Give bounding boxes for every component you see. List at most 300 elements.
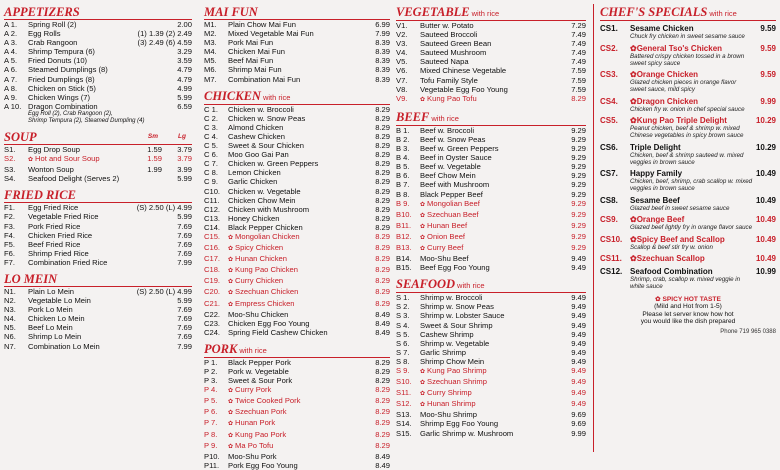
chef-special-name-text: Szechuan Scallop (636, 254, 705, 263)
seafood-item-name (420, 419, 560, 428)
pork-item-name (228, 358, 364, 367)
vegetable-item-name (420, 39, 560, 48)
vegetable-item (396, 94, 586, 105)
chef-special-description: Battered crispy chicken tossed in a brown sweet spicy sauce (630, 52, 745, 67)
mai-fun-item-name-text: Plain Chow Mai Fun (228, 20, 296, 29)
pork-item-price: 8.29 (375, 396, 390, 406)
seafood-subtitle: with rice (457, 281, 485, 291)
pork-item-price: 8.29 (375, 376, 390, 386)
appetizer-item-name (28, 102, 166, 111)
mai-fun-item-price: 8.39 (375, 56, 390, 66)
soup-item-name (28, 145, 132, 154)
soup-item-code: S4. (4, 174, 16, 184)
chef-special-price: 9.59 (760, 24, 776, 33)
chicken-item-name-text: Chicken Egg Foo Young (228, 318, 310, 328)
chicken-item-name (228, 114, 364, 123)
fried-rice-item-price: 7.69 (177, 230, 192, 240)
spicy-instruction-2: you would like the dish prepared (640, 318, 736, 326)
seafood-item-name-text: Shrimp Egg Foo Young (420, 419, 499, 429)
fried-rice-item (4, 222, 192, 231)
beef-item-name (420, 171, 560, 180)
pork-item-name-text: Black Pepper Pork (228, 357, 291, 367)
seafood-item-code: S 1. (396, 293, 410, 303)
seafood-item-name-text: Cashew Shrimp (420, 329, 474, 339)
pepper-icon: ✿ (655, 295, 663, 303)
chicken-item-code: C 8. (204, 168, 218, 178)
beef-item-code: B 2. (396, 134, 410, 144)
appetizer-item-code: A 4. (4, 47, 18, 57)
seafood-item (396, 419, 586, 428)
beef-item-name (420, 210, 560, 221)
seafood-item-price: 9.49 (571, 377, 586, 387)
beef-item-name-text: Moo-Shu Beef (420, 254, 469, 264)
chicken-item (204, 168, 390, 177)
beef-item-name-text: Hunan Beef (427, 220, 468, 230)
chicken-item-code: C 1. (204, 104, 218, 114)
pepper-icon: ✿ (228, 301, 234, 308)
chicken-item-price: 8.29 (375, 104, 390, 114)
soup-item-name (28, 174, 132, 183)
vegetable-item-name-text: Sauteed Mushroom (420, 48, 487, 58)
seafood-item-price: 9.49 (571, 329, 586, 339)
beef-item-price: 9.29 (571, 125, 586, 135)
pork-item (204, 407, 390, 418)
beef-item-code: B12. (396, 231, 412, 241)
chicken-item (204, 319, 390, 328)
chef-special-name-text: Sesame Beef (630, 195, 680, 205)
lo-mein-item-name (28, 287, 137, 296)
seafood-item-price: 9.49 (571, 388, 586, 398)
chef-special-item (600, 97, 776, 113)
appetizer-item-name-text: Steamed Dumplings (8) (28, 65, 108, 75)
chicken-item-name (228, 328, 364, 337)
soup-large-price: 3.79 (177, 154, 192, 164)
menu-column-1 (4, 4, 192, 351)
pork-item-price: 8.29 (375, 429, 390, 439)
pepper-icon: ✿ (630, 96, 637, 106)
chicken-item-code: C14. (204, 222, 221, 232)
soup-item-name-text: Hot and Sour Soup (35, 154, 100, 164)
pork-item-name-text: Pork Egg Foo Young (228, 460, 298, 470)
fried-rice-list (4, 203, 192, 267)
lo-mein-item-name-text: Chicken Lo Mein (28, 314, 85, 324)
chef-special-name (630, 143, 746, 152)
beef-item (396, 171, 586, 180)
chicken-item (204, 276, 390, 287)
pork-item-name-text: Hunan Pork (235, 418, 276, 428)
seafood-item-price: 9.49 (571, 356, 586, 366)
beef-subtitle: with rice (431, 113, 459, 123)
chicken-item-name (228, 196, 364, 205)
seafood-item-name-text: Shrimp w. Broccoli (420, 293, 483, 303)
lo-mein-item-price: (S) 2.50 (L) 4.99 (136, 286, 192, 296)
chicken-item (204, 105, 390, 114)
chefs-specials-subtitle: with rice (709, 9, 737, 18)
vegetable-item-name (420, 21, 560, 30)
pork-item (204, 358, 390, 367)
pepper-icon: ✿ (420, 402, 426, 409)
chicken-item-price: 8.29 (375, 122, 390, 132)
soup-title: SOUP (4, 129, 37, 144)
chicken-item-price: 8.29 (375, 168, 390, 178)
beef-item-name-text: Beef in Oyster Sauce (420, 153, 492, 163)
beef-item-name (420, 243, 560, 254)
pork-item (204, 430, 390, 441)
lo-mein-item-code: N3. (4, 305, 16, 315)
seafood-item (396, 429, 586, 438)
chicken-item-name-text: Almond Chicken (228, 122, 284, 132)
appetizer-item-name (28, 93, 166, 102)
beef-item-price: 9.29 (571, 198, 586, 208)
mai-fun-item (204, 20, 390, 29)
vegetable-item-name-text: Vegetable Egg Foo Young (420, 84, 508, 94)
vegetable-item-price: 7.59 (571, 75, 586, 85)
pork-item (204, 441, 390, 452)
seafood-item (396, 410, 586, 419)
chefs-specials-list (600, 24, 776, 290)
chicken-item-name-text: Honey Chicken (228, 213, 280, 223)
chef-special-name-text: Sesame Chicken (630, 24, 694, 33)
appetizer-item-price: 3.29 (177, 47, 192, 57)
pork-item-price: 8.29 (375, 440, 390, 450)
seafood-item (396, 311, 586, 320)
seafood-item-price: 9.49 (571, 311, 586, 321)
beef-item-price: 9.29 (571, 134, 586, 144)
lo-mein-item-name (28, 332, 166, 341)
chicken-item-name (228, 265, 364, 276)
chicken-item-name (228, 299, 364, 310)
chicken-item (204, 254, 390, 265)
vegetable-item-code: V3. (396, 39, 408, 49)
chicken-item-code: C19. (204, 276, 221, 286)
vegetable-item-code: V4. (396, 48, 408, 58)
vegetable-item-price: 7.49 (571, 48, 586, 58)
appetizer-item-price: 6.59 (177, 101, 192, 111)
chef-special-name-text: Kung Pao Triple Delight (636, 116, 727, 125)
chef-special-name-text: Happy Family (630, 169, 683, 178)
seafood-item-name (420, 377, 560, 388)
mai-fun-item-name (228, 56, 364, 65)
seafood-item-code: S 2. (396, 302, 410, 312)
seafood-item-name (420, 339, 560, 348)
seafood-item (396, 366, 586, 377)
beef-item (396, 153, 586, 162)
lo-mein-item-name-text: Pork Lo Mein (28, 305, 73, 315)
beef-item-price: 9.29 (571, 231, 586, 241)
beef-item-name (420, 144, 560, 153)
fried-rice-item (4, 231, 192, 240)
chicken-item-price: 8.29 (375, 265, 390, 275)
pepper-icon: ✿ (420, 223, 426, 230)
beef-item-price: 9.29 (571, 220, 586, 230)
chicken-item (204, 232, 390, 243)
chicken-item-price: 8.29 (375, 231, 390, 241)
chef-special-price: 10.49 (755, 234, 776, 244)
beef-item-code: B10. (396, 209, 412, 219)
chef-special-header (600, 267, 776, 276)
pepper-icon: ✿ (630, 234, 637, 244)
appetizer-item-price: 3.59 (177, 56, 192, 66)
chef-special-code: CS5. (600, 116, 618, 125)
mai-fun-item-code: M4. (204, 47, 217, 57)
chicken-item-name-text: Sweet & Sour Chicken (228, 141, 304, 151)
lo-mein-item-name (28, 296, 166, 305)
soup-item-name-text: Egg Drop Soup (28, 144, 80, 154)
pork-subtitle: with rice (239, 345, 267, 355)
soup-large-price: 3.79 (177, 144, 192, 154)
fried-rice-item-code: F7. (4, 257, 15, 267)
pepper-icon: ✿ (28, 157, 34, 164)
chef-special-item (600, 116, 776, 139)
pepper-icon: ✿ (228, 279, 234, 286)
seafood-item-price: 9.99 (571, 428, 586, 438)
lo-mein-item (4, 323, 192, 332)
lo-mein-item-name (28, 323, 166, 332)
fried-rice-item-price: 7.69 (177, 221, 192, 231)
chicken-item (204, 150, 390, 159)
mai-fun-item-code: M2. (204, 29, 217, 39)
beef-item-price: 9.29 (571, 242, 586, 252)
chicken-item-price: 8.29 (375, 204, 390, 214)
pork-item (204, 418, 390, 429)
beef-item-code: B 6. (396, 171, 410, 181)
chicken-title: CHICKEN (204, 88, 261, 103)
pepper-icon: ✿ (420, 245, 426, 252)
chef-special-code: CS9. (600, 215, 618, 224)
mai-fun-item-code: M7. (204, 74, 217, 84)
chef-special-code: CS12. (600, 266, 623, 276)
vegetable-item-name-text: Sauteed Napa (420, 57, 469, 67)
chicken-item-name-text: Spring Field Cashew Chicken (228, 327, 328, 337)
chef-special-name-text: Dragon Chicken (636, 96, 699, 106)
vegetable-item-name-text: Kung Pao Tofu (427, 93, 477, 103)
lo-mein-item-price: 7.69 (177, 332, 192, 342)
chef-special-code: CS3. (600, 70, 618, 79)
appetizer-item-code: A 7. (4, 74, 18, 84)
chef-special-description: Shrimp, crab, scallop w. mixed veggie in white sauce (630, 275, 741, 290)
seafood-item-code: S 5. (396, 329, 410, 339)
beef-item-code: B14. (396, 254, 412, 264)
chicken-item-code: C20. (204, 287, 221, 297)
beef-item-name-text: Beef w. Vegetable (420, 162, 481, 172)
lo-mein-item (4, 332, 192, 341)
beef-item-code: B 1. (396, 125, 410, 135)
pork-item-name (228, 396, 364, 407)
seafood-heading (396, 278, 586, 293)
dragon-combo-note-2: Shrimp Tempura (2), Steamed Dumpling (4) (28, 117, 145, 124)
vegetable-item (396, 39, 586, 48)
chef-special-price: 9.99 (760, 96, 776, 106)
beef-item-name (420, 162, 560, 171)
seafood-item (396, 377, 586, 388)
lo-mein-item-name-text: Beef Lo Mein (28, 323, 73, 333)
pork-heading (204, 343, 390, 358)
vegetable-item-name (420, 94, 560, 105)
fried-rice-item-name-text: Combination Fried Rice (28, 257, 108, 267)
beef-list (396, 126, 586, 272)
chicken-item-price: 8.29 (375, 254, 390, 264)
mai-fun-item-name-text: Beef Mai Fun (228, 56, 274, 66)
vegetable-item-price: 7.59 (571, 66, 586, 76)
mai-fun-item (204, 65, 390, 74)
lo-mein-item-code: N6. (4, 332, 16, 342)
beef-item-code: B 5. (396, 162, 410, 172)
chicken-item (204, 310, 390, 319)
appetizer-item-name-text: Fried Donuts (10) (28, 56, 88, 66)
fried-rice-item (4, 258, 192, 267)
chef-special-name (630, 215, 746, 224)
fried-rice-item-price: (S) 2.50 (L) 4.99 (136, 203, 192, 213)
fried-rice-item-price: 7.69 (177, 248, 192, 258)
fried-rice-item-code: F5. (4, 239, 15, 249)
chicken-item-price: 8.29 (375, 276, 390, 286)
chef-special-name (630, 116, 746, 125)
mai-fun-item-code: M5. (204, 56, 217, 66)
pepper-icon: ✿ (420, 96, 426, 103)
chicken-item-price: 8.29 (375, 195, 390, 205)
fried-rice-item-name (28, 240, 166, 249)
chicken-item-name-text: Chicken w. Snow Peas (228, 113, 306, 123)
chicken-item-name (228, 123, 364, 132)
chicken-item-price: 8.49 (375, 318, 390, 328)
lo-mein-item-name-text: Vegetable Lo Mein (28, 296, 91, 306)
menu-column-3 (396, 4, 586, 438)
beef-item-price: 9.29 (571, 144, 586, 154)
chicken-item (204, 299, 390, 310)
spicy-hot-taste-label: SPICY HOT TASTE (662, 295, 721, 303)
chef-special-description: Chuck fry chicken in sweet sesame sauce (630, 33, 745, 40)
menu-column-2 (204, 4, 390, 470)
seafood-item-price: 9.49 (571, 347, 586, 357)
pepper-icon: ✿ (420, 234, 426, 241)
fried-rice-item-code: F1. (4, 203, 15, 213)
beef-item-name-text: Onion Beef (427, 231, 466, 241)
vegetable-item-code: V8. (396, 84, 408, 94)
mai-fun-item-price: 6.99 (375, 20, 390, 29)
fried-rice-item-price: 7.69 (177, 239, 192, 249)
appetizer-item-price: (3) 2.49 (6) 4.59 (137, 38, 192, 48)
pork-item-name-text: Twice Cooked Pork (235, 396, 301, 406)
pepper-icon: ✿ (228, 268, 234, 275)
pork-item-price: 8.29 (375, 385, 390, 395)
appetizer-item-name-text: Fried Dumplings (8) (28, 74, 95, 84)
vegetable-item-name-text: Tofu Family Style (420, 75, 478, 85)
mai-fun-list (204, 20, 390, 84)
chicken-item (204, 114, 390, 123)
seafood-item-name (420, 293, 560, 302)
chef-special-code: CS2. (600, 43, 618, 53)
appetizer-item (4, 20, 192, 29)
appetizer-item-price: 4.99 (177, 83, 192, 93)
chicken-item-name-text: Moo Goo Gai Pan (228, 150, 289, 160)
seafood-item-name (420, 357, 560, 366)
fried-rice-item-name (28, 231, 166, 240)
pork-item-name (228, 407, 364, 418)
chicken-item-code: C23. (204, 318, 221, 328)
beef-item-code: B 3. (396, 144, 410, 154)
chef-special-header (600, 116, 776, 125)
fried-rice-item-code: F6. (4, 248, 15, 258)
seafood-item-price: 9.49 (571, 366, 586, 375)
vegetable-item-price: 8.29 (571, 93, 586, 103)
chicken-item (204, 328, 390, 337)
pork-item-code: P 3. (204, 376, 218, 386)
vegetable-item-price: 7.49 (571, 39, 586, 49)
appetizer-item (4, 65, 192, 74)
chicken-item-code: C10. (204, 186, 221, 196)
fried-rice-item-name-text: Shrimp Fried Rice (28, 248, 89, 258)
chicken-item-price: 8.29 (375, 131, 390, 141)
pork-item-name (228, 461, 364, 470)
chef-special-description: Chicken fry w. onion in chef special sauce (630, 105, 745, 113)
lo-mein-item-price: 7.69 (177, 323, 192, 333)
beef-item (396, 254, 586, 263)
chicken-item (204, 243, 390, 254)
fried-rice-item (4, 212, 192, 221)
seafood-item-code: S15. (396, 428, 412, 438)
appetizer-item-code: A 8. (4, 83, 18, 93)
chef-special-header (600, 97, 776, 106)
pepper-icon: ✿ (228, 443, 234, 450)
chicken-item-name (228, 177, 364, 186)
chicken-item-name-text: Empress Chicken (235, 298, 295, 308)
vegetable-item-name (420, 48, 560, 57)
chef-special-header (600, 70, 776, 79)
lo-mein-item-name (28, 342, 166, 351)
chicken-item-code: C 7. (204, 159, 218, 169)
chef-special-header (600, 215, 776, 224)
chicken-item-name (228, 254, 364, 265)
chef-special-name (630, 267, 746, 276)
pork-title: PORK (204, 341, 238, 356)
beef-heading (396, 111, 586, 126)
chicken-item-name (228, 159, 364, 168)
pork-item-name-text: Moo-Shu Pork (228, 451, 277, 461)
appetizer-item-name (28, 65, 166, 74)
seafood-item-name (420, 388, 560, 399)
soup-item-name (28, 154, 132, 165)
beef-item-name (420, 126, 560, 135)
vegetable-item-name (420, 85, 560, 94)
chef-special-name (630, 70, 746, 79)
vegetable-item (396, 48, 586, 57)
mai-fun-item-price: 8.39 (375, 38, 390, 48)
chicken-item-price: 8.29 (375, 298, 390, 308)
chef-special-code: CS7. (600, 169, 618, 178)
chef-special-price: 10.29 (755, 142, 776, 152)
pepper-icon: ✿ (630, 116, 637, 125)
seafood-item-code: S12. (396, 399, 412, 409)
pork-item-name (228, 376, 364, 385)
chicken-item (204, 159, 390, 168)
fried-rice-item-name-text: Chicken Fried Rice (28, 230, 93, 240)
mai-fun-item-name-text: Pork Mai Fun (228, 38, 274, 48)
beef-item-name (420, 263, 560, 272)
seafood-item-code: S13. (396, 410, 412, 420)
chef-special-price: 9.59 (760, 70, 776, 79)
vegetable-item-code: V1. (396, 21, 408, 30)
beef-item (396, 126, 586, 135)
pepper-icon: ✿ (420, 369, 426, 375)
chef-special-name (630, 254, 746, 263)
appetizer-item-name-text: Crab Rangoon (28, 38, 78, 48)
beef-item-name-text: Szechuan Beef (427, 209, 479, 219)
pork-item-code: P 4. (204, 385, 218, 395)
appetizer-item (4, 47, 192, 56)
mai-fun-item-price: 8.39 (375, 47, 390, 57)
chicken-item-price: 8.29 (375, 177, 390, 187)
appetizer-item-code: A 10. (4, 101, 22, 111)
